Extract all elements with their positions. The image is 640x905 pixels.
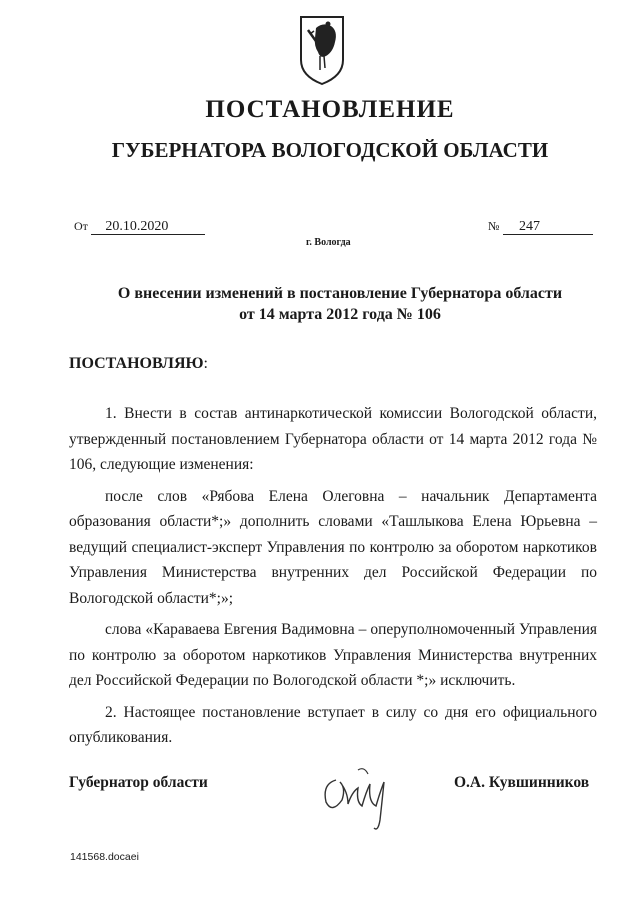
- signatory-name: О.А. Кувшинников: [454, 774, 590, 791]
- city-name: г. Вологда: [306, 237, 351, 248]
- date-label: От: [74, 219, 88, 233]
- document-number: [488, 219, 593, 235]
- resolve-word: ПОСТАНОВЛЯЮ: [69, 355, 204, 372]
- document-issuer: ГУБЕРНАТОРА ВОЛОГОДСКОЙ ОБЛАСТИ: [111, 138, 549, 162]
- file-reference: 141568.docaei: [70, 851, 139, 863]
- number-label: №: [488, 219, 500, 233]
- resolve-colon: :: [203, 355, 208, 372]
- paragraph-1: 1. Внести в состав антинаркотической комиссии Вологодской области, утвержденный постановлением Губернатора области от 14 марта 2012 года № 106, следующие изменения:: [69, 405, 597, 473]
- document-subject: [95, 283, 585, 325]
- paragraph-3: слова «Караваева Евгения Вадимовна – оперуполномоченный Управления по контролю за оборотом наркотиков Управления Министерства внутренних дел Российской Федерации по Вологодской области *;» исключить.: [69, 621, 597, 689]
- signatory-position: Губернатор области: [69, 774, 208, 791]
- document-title: ПОСТАНОВЛЕНИЕ: [205, 96, 455, 123]
- subject-line-1: О внесении изменений в постановление Губернатора области: [117, 285, 563, 302]
- handwritten-signature: [318, 762, 408, 834]
- resolve-heading: [69, 355, 208, 373]
- paragraph-4: 2. Настоящее постановление вступает в силу со дня его официального опубликования.: [69, 703, 597, 746]
- document-body: [69, 401, 597, 751]
- document-date: [74, 219, 205, 235]
- date-value: 20.10.2020: [91, 219, 205, 235]
- paragraph-2: после слов «Рябова Елена Олеговна – начальник Департамента образования области*;» дополнить словами «Ташлыкова Елена Юрьевна – ведущий специалист-эксперт Управления по контролю за оборотом наркотиков Управления Министерства внутренних дел Российской Федерации по Вологодской области*;»;: [69, 487, 597, 607]
- number-value: 247: [503, 219, 593, 235]
- subject-line-2: от 14 марта 2012 года № 106: [239, 306, 441, 323]
- vologda-coat-of-arms-icon: [298, 14, 346, 86]
